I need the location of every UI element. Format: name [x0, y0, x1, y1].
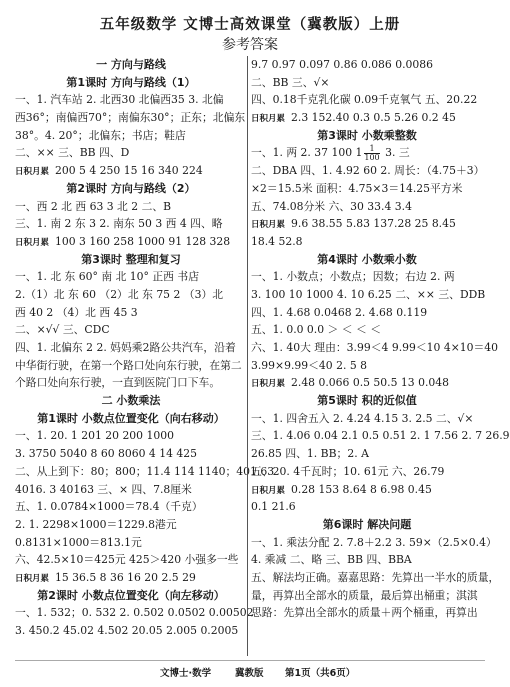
answer-line: 思路：先算出全部水的质量＋两个桶重，再算出 — [251, 606, 478, 620]
column-divider — [247, 56, 248, 656]
daily-practice-tag: 日积月累 — [15, 237, 50, 248]
daily-practice-tag: 日积月累 — [251, 220, 286, 231]
lesson-heading: 第5课时 积的近似值 — [317, 394, 417, 408]
answer-line: 0.1 21.6 — [251, 500, 296, 514]
section-heading: 二 小数乘法 — [101, 394, 161, 408]
footer-edition: 冀教版 — [235, 668, 264, 679]
answer-line: 六、42.5×10＝425元 425＞420 小强多一些 — [15, 553, 239, 567]
daily-practice-tag: 日积月累 — [251, 114, 286, 125]
footer-divider — [15, 660, 485, 661]
answer-line: 2. 1. 2298×1000＝1229.8港元 — [15, 517, 177, 531]
answer-line: ×2＝15.5米 面积：4.75×3＝14.25平方米 — [251, 181, 463, 195]
lesson-heading: 第1课时 方向与路线（1） — [66, 75, 196, 89]
answer-line: 二、BB 三、√× — [251, 75, 330, 89]
answer-line: 四、1. 北偏东 2 2. 妈妈乘2路公共汽车，沿着 — [15, 341, 236, 354]
answer-line: 二、×× 三、BB 四、D — [15, 146, 130, 160]
section-heading: 一 方向与路线 — [96, 58, 166, 71]
answer-line: 3. 3750 5040 8 60 8060 4 14 425 — [15, 447, 198, 461]
daily-practice-answers: 100 3 160 258 1000 91 128 328 — [55, 234, 231, 248]
answer-line: 一、1. 汽车站 2. 北西30 北偏西35 3. 北偏 — [15, 93, 224, 107]
daily-practice-line — [251, 215, 483, 233]
answer-line: 个路口处向东行驶，一直到医院门口下车。 — [15, 376, 221, 390]
fraction-denominator: 100 — [364, 152, 380, 162]
answer-line: 一、1. 小数点；小数点；因数；右边 2. 两 — [251, 270, 455, 284]
answer-text: 3. 三 — [381, 146, 410, 160]
daily-practice-tag: 日积月累 — [15, 167, 50, 178]
answer-line: 二、DBA 四、1. 4.92 60 2. 周长：（4.75＋3） — [251, 164, 485, 178]
lesson-heading: 第1课时 小数点位置变化（向右移动） — [37, 411, 225, 425]
lesson-heading: 第6课时 解决问题 — [322, 517, 412, 531]
answer-line: 三、1. 南 2 东 3 2. 南东 50 3 西 4 四、略 — [15, 217, 223, 231]
answer-line: 9.7 0.97 0.097 0.86 0.086 0.0086 — [251, 58, 434, 71]
answer-line: 一、1. 四舍五入 2. 4.24 4.15 3. 2.5 二、√× — [251, 411, 474, 425]
daily-practice-tag: 日积月累 — [251, 485, 286, 496]
fraction-numerator: 1 — [364, 145, 379, 154]
answer-line: 一、1. 532；0. 532 2. 0.502 0.0502 0.00502 — [15, 606, 254, 620]
daily-practice-answers: 200 5 4 250 15 16 340 224 — [55, 164, 203, 178]
daily-practice-line — [15, 233, 247, 251]
answer-line: 五、74.08分米 六、30 33.4 3.4 — [251, 199, 412, 213]
answer-line: 西 40 2 （4）北 西 45 3 — [15, 305, 138, 319]
daily-practice-answers: 9.6 38.55 5.83 137.28 25 8.45 — [291, 217, 456, 231]
answer-text: 一、1. 两 2. 37 100 1 — [251, 146, 363, 160]
answer-line: 五、1. 0.0 0.0 ＞ ＜ ＜ ＜ — [251, 323, 382, 337]
answer-line: 二、×√√ 三、CDC — [15, 323, 110, 337]
answer-line: 西36°；南偏西70°；南偏东30°；正东；北偏东 — [15, 111, 246, 125]
answer-line: 38°。4. 20°；北偏东；书店；鞋店 — [15, 128, 186, 142]
answer-line: 0.8131×1000＝813.1元 — [15, 535, 142, 549]
daily-practice-tag: 日积月累 — [251, 379, 286, 390]
lesson-heading: 第4课时 小数乘小数 — [317, 252, 417, 266]
lesson-heading: 第2课时 方向与路线（2） — [66, 181, 196, 195]
answer-line: 五、解法均正确。嘉嘉思路：先算出一半水的质量， — [251, 570, 500, 584]
answer-line: 一、1. 北 东 60° 南 北 10° 正西 书店 — [15, 270, 199, 284]
lesson-heading: 第3课时 小数乘整数 — [317, 128, 417, 142]
answer-line: 18.4 52.8 — [251, 234, 303, 248]
answer-line: 四、1. 4.68 0.0468 2. 4.68 0.119 — [251, 305, 428, 319]
answer-line: 一、1. 20. 1 201 20 200 1000 — [15, 429, 174, 443]
daily-practice-line — [251, 374, 483, 392]
answer-line: 一、西 2 北 西 63 3 北 2 二、B — [15, 199, 172, 213]
answer-line: 五、20. 4千瓦时；10. 61元 六、26.79 — [251, 464, 445, 478]
lesson-heading: 第2课时 小数点位置变化（向左移动） — [37, 588, 225, 602]
answer-line: 中华街行驶，在第一个路口处向东行驶，在第二 — [15, 358, 242, 372]
answer-line: 一、1. 乘法分配 2. 7.8＋2.2 3. 59×（2.5×0.4） — [251, 535, 497, 549]
answer-line: 4. 乘减 二、略 三、BB 四、BBA — [251, 553, 412, 567]
answer-line: 2.（1）北 东 60 （2）北 东 75 2 （3）北 — [15, 287, 224, 301]
daily-practice-line — [15, 162, 247, 180]
daily-practice-line — [251, 109, 483, 127]
daily-practice-line — [15, 569, 247, 587]
answer-line: 量，再算出全部水的质量，最后算出桶重；淇淇 — [251, 588, 478, 602]
answer-line: 四、0.18千克乳化碳 0.09千克氧气 五、20.22 — [251, 93, 478, 107]
daily-practice-tag: 日积月累 — [15, 573, 50, 584]
page-title: 五年级数学 文博士高效课堂（冀教版）上册 — [99, 17, 401, 33]
page-subtitle: 参考答案 — [222, 37, 278, 53]
daily-practice-line — [251, 481, 483, 499]
answer-line: 3. 100 10 1000 4. 10 6.25 二、×× 三、DDB — [251, 287, 486, 301]
fraction — [364, 145, 379, 162]
daily-practice-answers: 2.48 0.066 0.5 50.5 13 0.048 — [291, 376, 449, 390]
daily-practice-answers: 2.3 152.40 0.3 0.5 5.26 0.2 45 — [291, 111, 456, 125]
answer-line: 3. 450.2 45.02 4.502 20.05 2.005 0.2005 — [15, 624, 239, 637]
answer-line: 六、1. 40大 理由：3.99＜4 9.99＜10 4×10＝40 — [251, 341, 499, 354]
answer-line: 二、从上到下：80；800；11.4 114 1140；401.63 — [15, 464, 275, 478]
answer-line: 4016. 3 40163 三、× 四、7.8厘米 — [15, 482, 192, 496]
right-column — [251, 56, 510, 622]
footer-page-number: 第1页（共6页） — [285, 668, 356, 679]
answer-line: 五、1. 0.0784×1000＝78.4（千克） — [15, 500, 203, 514]
daily-practice-answers: 0.28 153 8.64 8 6.98 0.45 — [291, 482, 432, 496]
answer-line: 26.85 四、1. BB；2. A — [251, 447, 369, 461]
answer-line: 3.99×9.99＜40 2. 5 8 — [251, 358, 367, 372]
answer-line — [251, 144, 483, 162]
footer-brand: 文博士·数学 — [160, 668, 212, 679]
daily-practice-answers: 15 36.5 8 36 16 20 2.5 29 — [55, 570, 196, 584]
lesson-heading: 第3课时 整理和复习 — [81, 252, 181, 266]
answer-line: 三、1. 4.06 0.04 2.1 0.5 0.51 2. 1 7.56 2. 7 26.9 — [251, 429, 510, 443]
